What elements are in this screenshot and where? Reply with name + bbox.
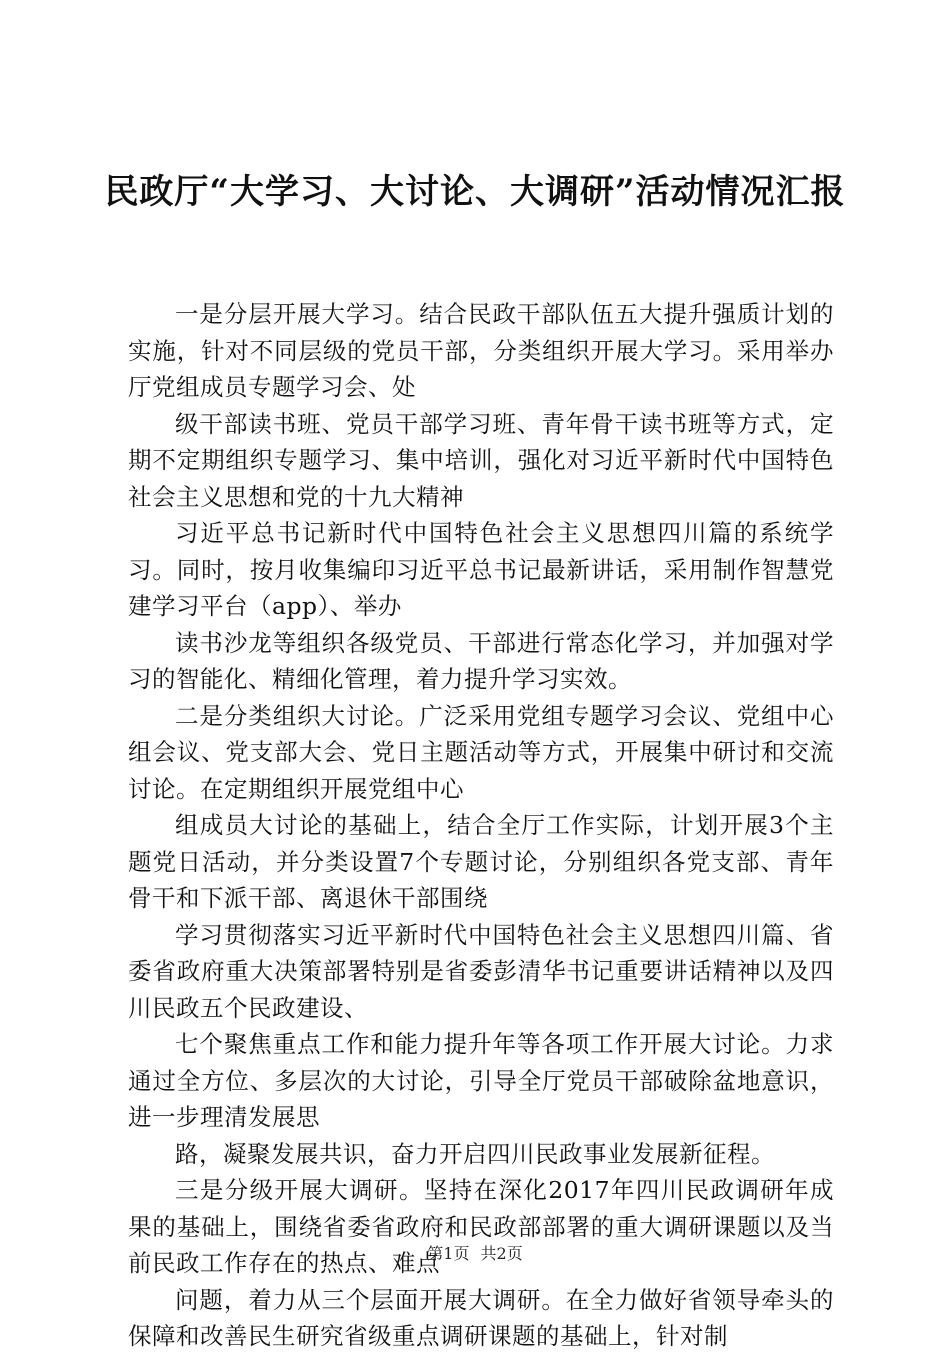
- paragraph: 组成员大讨论的基础上，结合全厅工作实际，计划开展3个主题党日活动，并分类设置7个专题讨论，分别组织各党支部、青年骨干和下派干部、离退休干部围绕: [128, 811, 834, 912]
- paragraph: 路，凝聚发展共识，奋力开启四川民政事业发展新征程。: [175, 1139, 775, 1168]
- page-number: 第1页: [427, 1244, 470, 1263]
- document-body: [128, 296, 834, 1355]
- paragraph: 学习贯彻落实习近平新时代中国特色社会主义思想四川篇、省委省政府重大决策部署特别是省委彭清华书记重要讲话精神以及四川民政五个民政建设、: [128, 920, 834, 1022]
- page-footer: [0, 1244, 950, 1264]
- page-total: 共2页: [480, 1244, 523, 1263]
- paragraph: 习近平总书记新时代中国特色社会主义思想四川篇的系统学习。同时，按月收集编印习近平总书记最新讲话，采用制作智慧党建学习平台（app）、举办: [128, 519, 834, 620]
- paragraph: 一是分层开展大学习。结合民政干部队伍五大提升强质计划的实施，针对不同层级的党员干部，分类组织开展大学习。采用举办厅党组成员专题学习会、处: [128, 300, 834, 401]
- paragraph: 二是分类组织大讨论。广泛采用党组专题学习会议、党组中心组会议、党支部大会、党日主题活动等方式，开展集中研讨和交流讨论。在定期组织开展党组中心: [128, 701, 834, 803]
- paragraph: 问题，着力从三个层面开展大调研。在全力做好省领导牵头的保障和改善民生研究省级重点调研课题的基础上，针对制: [128, 1285, 834, 1350]
- paragraph: 读书沙龙等组织各级党员、干部进行常态化学习，并加强对学习的智能化、精细化管理，着力提升学习实效。: [128, 628, 834, 693]
- paragraph: 三是分级开展大调研。坚持在深化2017年四川民政调研年成果的基础上，围绕省委省政府和民政部部署的重大调研课题以及当前民政工作存在的热点、难点: [128, 1176, 834, 1277]
- paragraph: 七个聚焦重点工作和能力提升年等各项工作开展大讨论。力求通过全方位、多层次的大讨论，引导全厅党员干部破除盆地意识，进一步理清发展思: [128, 1030, 834, 1131]
- paragraph: 级干部读书班、党员干部学习班、青年骨干读书班等方式，定期不定期组织专题学习、集中培训，强化对习近平新时代中国特色社会主义思想和党的十九大精神: [128, 409, 834, 511]
- document-title: 民政厅“大学习、大讨论、大调研”活动情况汇报: [104, 172, 846, 212]
